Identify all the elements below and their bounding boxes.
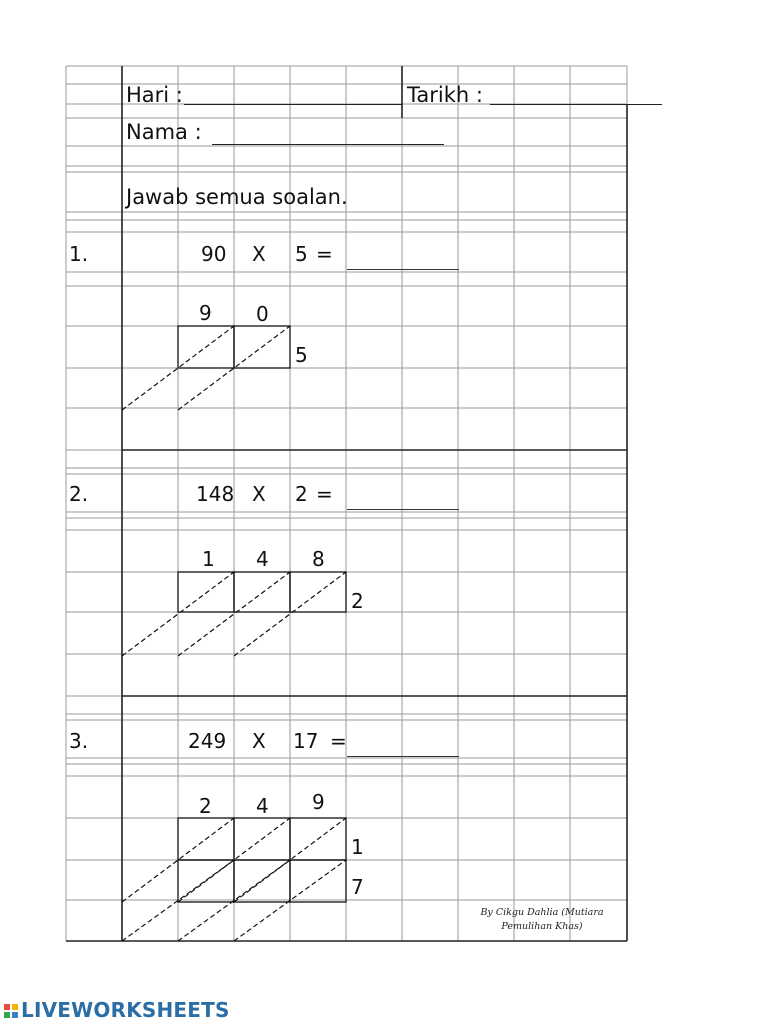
q2-top-digit: 8 [312, 547, 325, 571]
question-2-number: 2. [69, 482, 89, 506]
q2-top-digit: 1 [202, 547, 215, 571]
date-input-line[interactable] [490, 104, 662, 105]
question-2-multiplicand: 148 [196, 482, 235, 506]
q2-side-digit: 2 [351, 589, 364, 613]
question-1-multiplier: 5 [295, 242, 308, 266]
author-credit-line-2: Pemulihan Khas) [501, 921, 583, 932]
question-2-equals: = [316, 482, 333, 506]
question-2-answer-line[interactable] [347, 509, 459, 510]
question-3-answer-line[interactable] [347, 756, 459, 757]
liveworksheets-logo-icon [4, 1004, 18, 1018]
question-1-times-sign: X [252, 242, 266, 266]
question-3-equals: = [330, 729, 347, 753]
liveworksheets-logo[interactable] [4, 998, 230, 1022]
q3-top-digit: 2 [199, 794, 212, 818]
name-label: Nama : [126, 120, 202, 144]
question-2-multiplier: 2 [295, 482, 308, 506]
author-credit [470, 907, 614, 932]
question-1-answer-line[interactable] [347, 269, 459, 270]
q3-top-digit: 9 [312, 790, 325, 814]
question-3-times-sign: X [252, 729, 266, 753]
name-input-line[interactable] [212, 144, 444, 145]
instruction-text: Jawab semua soalan. [126, 185, 348, 209]
lattice-cell[interactable] [290, 860, 346, 902]
q1-top-digit: 9 [199, 301, 212, 325]
liveworksheets-brand-text: LIVEWORKSHEETS [21, 998, 230, 1022]
q3-side-digit: 7 [351, 875, 364, 899]
day-label: Hari : [126, 83, 183, 107]
date-label: Tarikh : [407, 83, 483, 107]
question-3-number: 3. [69, 729, 89, 753]
q1-top-digit: 0 [256, 302, 269, 326]
question-3-multiplier: 17 [293, 729, 319, 753]
author-credit-line-1: By Cikgu Dahlia (Mutiara [480, 907, 604, 918]
day-input-line[interactable] [184, 104, 402, 105]
question-1-equals: = [316, 242, 333, 266]
q3-side-digit: 1 [351, 835, 364, 859]
question-3-multiplicand: 249 [188, 729, 227, 753]
q2-top-digit: 4 [256, 547, 269, 571]
question-2-times-sign: X [252, 482, 266, 506]
q3-top-digit: 4 [256, 794, 269, 818]
q1-side-digit: 5 [295, 343, 308, 367]
question-1-multiplicand: 90 [201, 242, 227, 266]
question-1-number: 1. [69, 242, 89, 266]
